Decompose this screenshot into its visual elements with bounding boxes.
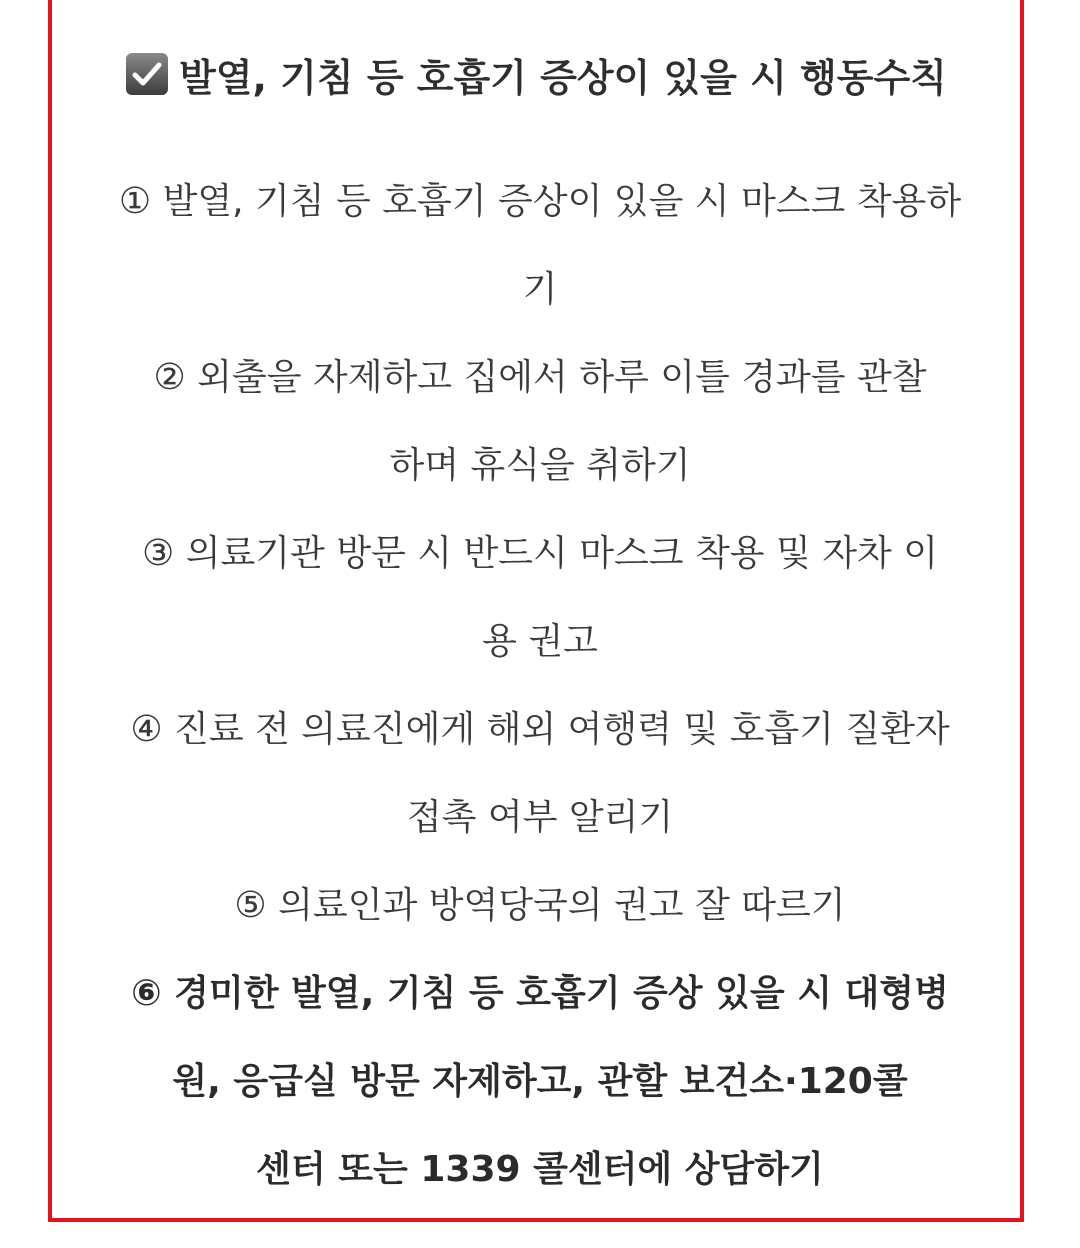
rule-4-line-1: ④ 진료 전 의료진에게 해외 여행력 및 호흡기 질환자 [130,709,950,750]
rule-item-5 [62,862,1018,950]
section-heading [52,44,1020,104]
rule-1-line-2: 기 [522,269,558,310]
rule-item-6 [62,950,1018,1214]
rule-3-line-1: ③ 의료기관 방문 시 반드시 마스크 착용 및 자차 이 [141,533,938,574]
rule-1-line-1: ① 발열, 기침 등 호흡기 증상이 있을 시 마스크 착용하 [118,181,962,222]
rule-item-1 [62,158,1018,334]
rule-6-line-2: 원, 응급실 방문 자제하고, 관할 보건소·120콜 [172,1061,908,1102]
rule-5-line-1: ⑤ 의료인과 방역당국의 권고 잘 따르기 [234,885,846,926]
rule-item-4 [62,686,1018,862]
notice-box [48,0,1024,1222]
rule-6-line-1: ⑥ 경미한 발열, 기침 등 호흡기 증상 있을 시 대형병 [131,973,949,1014]
heading-title: 발열, 기침 등 호흡기 증상이 있을 시 행동수칙 [179,55,947,100]
rule-3-line-2: 용 권고 [482,621,598,662]
rule-4-line-2: 접촉 여부 알리기 [406,797,674,838]
rule-6-line-3: 센터 또는 1339 콜센터에 상담하기 [256,1149,824,1190]
rule-item-2 [62,334,1018,510]
rule-2-line-1: ② 외출을 자제하고 집에서 하루 이틀 경과를 관찰 [153,357,927,398]
rule-2-line-2: 하며 휴식을 취하기 [389,445,691,486]
rule-item-3 [62,510,1018,686]
check-box-icon [125,52,169,96]
